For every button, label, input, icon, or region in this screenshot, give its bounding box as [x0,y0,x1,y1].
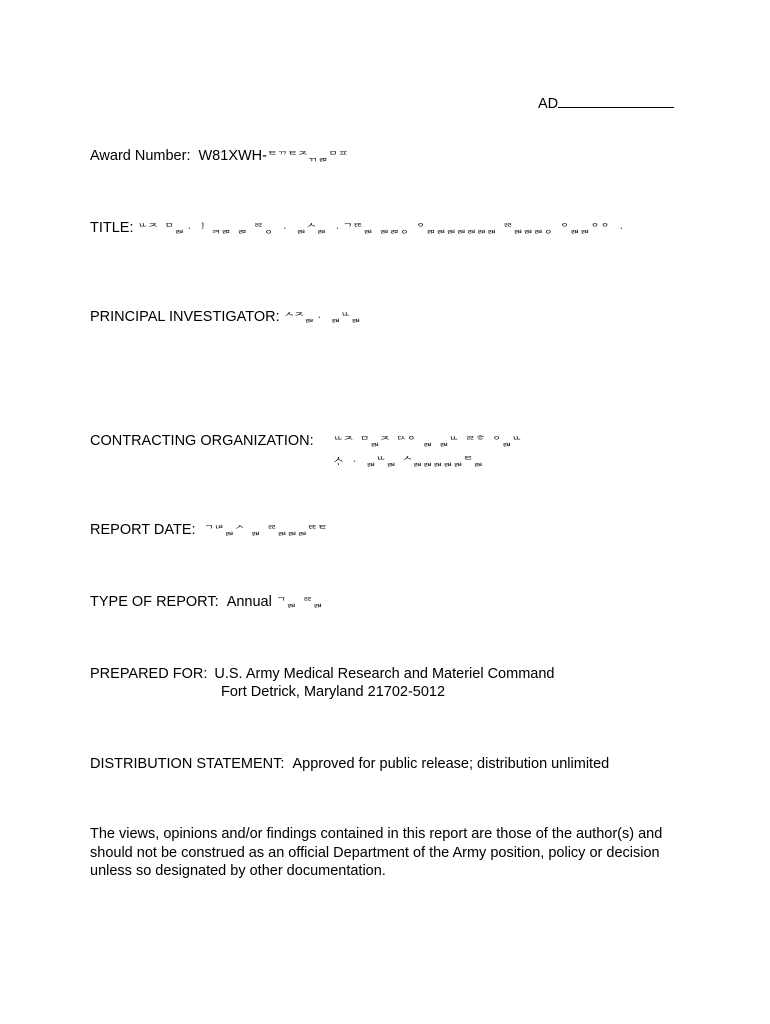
prepared-for-value-2: Fort Detrick, Maryland 21702-5012 [221,684,446,700]
pi-label: PRINCIPAL INVESTIGATOR: [90,309,280,325]
prepared-for-label: PREPARED FOR: [90,666,208,682]
report-type-obscured: ᄀᆲ ᄙᆲ [275,596,323,609]
ad-blank-line [558,94,674,108]
disclaimer-paragraph [90,825,700,881]
distribution-line [90,755,609,773]
prepared-for-value-1: U.S. Army Medical Research and Materiel Command [214,666,555,682]
org-value-line-1 [333,432,522,451]
award-number-line [90,147,348,166]
report-date-line [90,521,327,540]
award-number-label: Award Number: [90,148,191,164]
org-label: CONTRACTING ORGANIZATION: [90,433,314,449]
disclaimer-line-2: should not be construed as an official Department of the Army position, policy or decision [90,844,660,861]
disclaimer-line-1: The views, opinions and/or findings contained in this report are those of the author(s) and [90,826,663,842]
title-line [90,219,626,238]
ad-line [538,94,674,113]
report-date-label: REPORT DATE: [90,522,196,538]
org-obscured-1: ᄔᄌ ᄆᆲᄌ ᄃᄉᄋ ᆲ ᆲᄔ ᄙᄒ ᄋᆲᄔ [333,435,522,448]
prepared-for-line [90,665,554,683]
title-obscured: ᄔᄌ ᄆᆲᆞᆝ ᆿᆱ ᆱ ᄙᆼ ᆞ ᆲᄉᆲ ᆞᄀᄐᄐᆲ ᆲᆱᆼ ᄋᆱᆲᆲᆲᆲᆲᆲ ᄙᆲᆲᆲᆼ ᄋᆲᆲᄋᄋ ᆞ [137,222,627,235]
pi-obscured: ᄉᄌᆲᆞ ᆲᄔᆲ [283,311,361,324]
award-number-obscured: ᄐᄁᄐᄌᆩᆱᄆᄑ [266,150,348,163]
prepared-for-line-2 [221,683,445,701]
distribution-value: Approved for public release; distribution unlimited [292,756,610,772]
ad-label: AD [538,96,559,112]
pi-line [90,308,361,327]
org-line [90,432,314,450]
award-number-value: W81XWH- [198,148,267,164]
distribution-label: DISTRIBUTION STATEMENT: [90,756,285,772]
org-value-line-2 [333,452,483,471]
org-obscured-2: ᄉᆞ ᆞ ᆲᄔᆲ ᄉᆲᆲᆲᆲᆲᄐᆲ [333,455,484,468]
disclaimer-line-3: unless so designated by other documentation. [90,863,386,879]
title-label: TITLE: [90,220,134,236]
report-date-obscured: ᄀᄖᆲᄼ ᆲ ᄙᆲᆲᆲᄐᄐᄐ [203,524,328,537]
report-type-line [90,593,323,612]
report-type-label: TYPE OF REPORT: [90,594,219,610]
report-type-value: Annual [226,594,272,610]
